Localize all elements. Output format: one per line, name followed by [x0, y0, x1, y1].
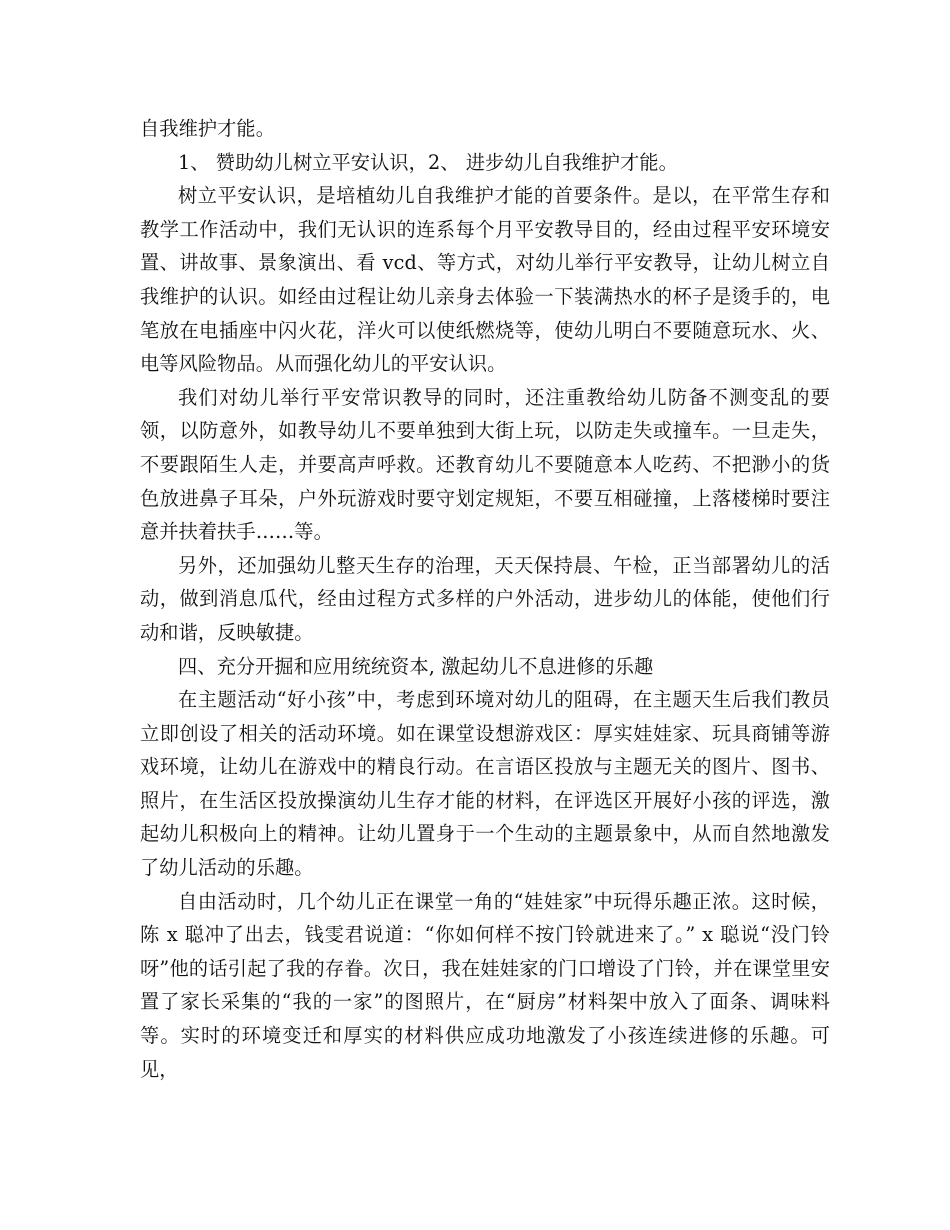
paragraph-4: 我们对幼儿举行平安常识教导的同时，还注重教给幼儿防备不测变乱的要领，以防意外，如教导幼儿不要单独到大街上玩，以防走失或撞车。一旦走失，不要跟陌生人走，并要高声呼救。还教育幼儿不要随意本人吃药、不把渺小的货色放进鼻子耳朵，户外玩游戏时要守划定规矩，不要互相碰撞，上落楼梯时要注意并扶着扶手……等。: [140, 385, 830, 544]
section-heading: 四、充分开掘和应用统统资本, 激起幼儿不息进修的乐趣: [178, 654, 654, 678]
paragraph-2: 1、 赞助幼儿树立平安认识，2、 进步幼儿自我维护才能。: [178, 150, 678, 174]
paragraph-5: 另外，还加强幼儿整天生存的治理，天天保持晨、午检，正当部署幼儿的活动，做到消息瓜代，经由过程方式多样的户外活动，进步幼儿的体能，使他们行动和谐，反映敏捷。: [140, 553, 830, 644]
paragraph-3: 树立平安认识，是培植幼儿自我维护才能的首要条件。是以，在平常生存和教学工作活动中，我们无认识的连系每个月平安教导目的，经由过程平安环境安置、讲故事、景象演出、看 vcd、等方式，对幼儿举行平安教导，让幼儿树立自我维护的认识。如经由过程让幼儿亲身去体验一下装满热水的杯子是烫手的，电笔放在电插座中闪火花，洋火可以使纸燃烧等，使幼儿明白不要随意玩水、火、电等风险物品。从而强化幼儿的平安认识。: [140, 184, 830, 376]
document-body: [140, 112, 830, 1086]
paragraph-8: 自由活动时，几个幼儿正在课堂一角的“娃娃家”中玩得乐趣正浓。这时候，陈 x 聪冲了出去，钱雯君说道：“你如何样不按门铃就进来了。” x 聪说“没门铃呀”他的话引起了我的存眷。次日，我在娃娃家的门口增设了门铃，并在课堂里安置了家长采集的“我的一家”的图照片，在“厨房”材料架中放入了面条、调味料等。实时的环境变迁和厚实的材料供应成功地激发了小孩连续进修的乐趣。可见，: [140, 889, 830, 1081]
paragraph-7: 在主题活动“好小孩”中，考虑到环境对幼儿的阻碍，在主题天生后我们教员立即创设了相关的活动环境。如在课堂设想游戏区：厚实娃娃家、玩具商铺等游戏环境，让幼儿在游戏中的精良行动。在言语区投放与主题无关的图片、图书、照片，在生活区投放操演幼儿生存才能的材料，在评选区开展好小孩的评选，激起幼儿积极向上的精神。让幼儿置身于一个生动的主题景象中，从而自然地激发了幼儿活动的乐趣。: [140, 688, 830, 880]
paragraph-1: 自我维护才能。: [140, 117, 276, 140]
